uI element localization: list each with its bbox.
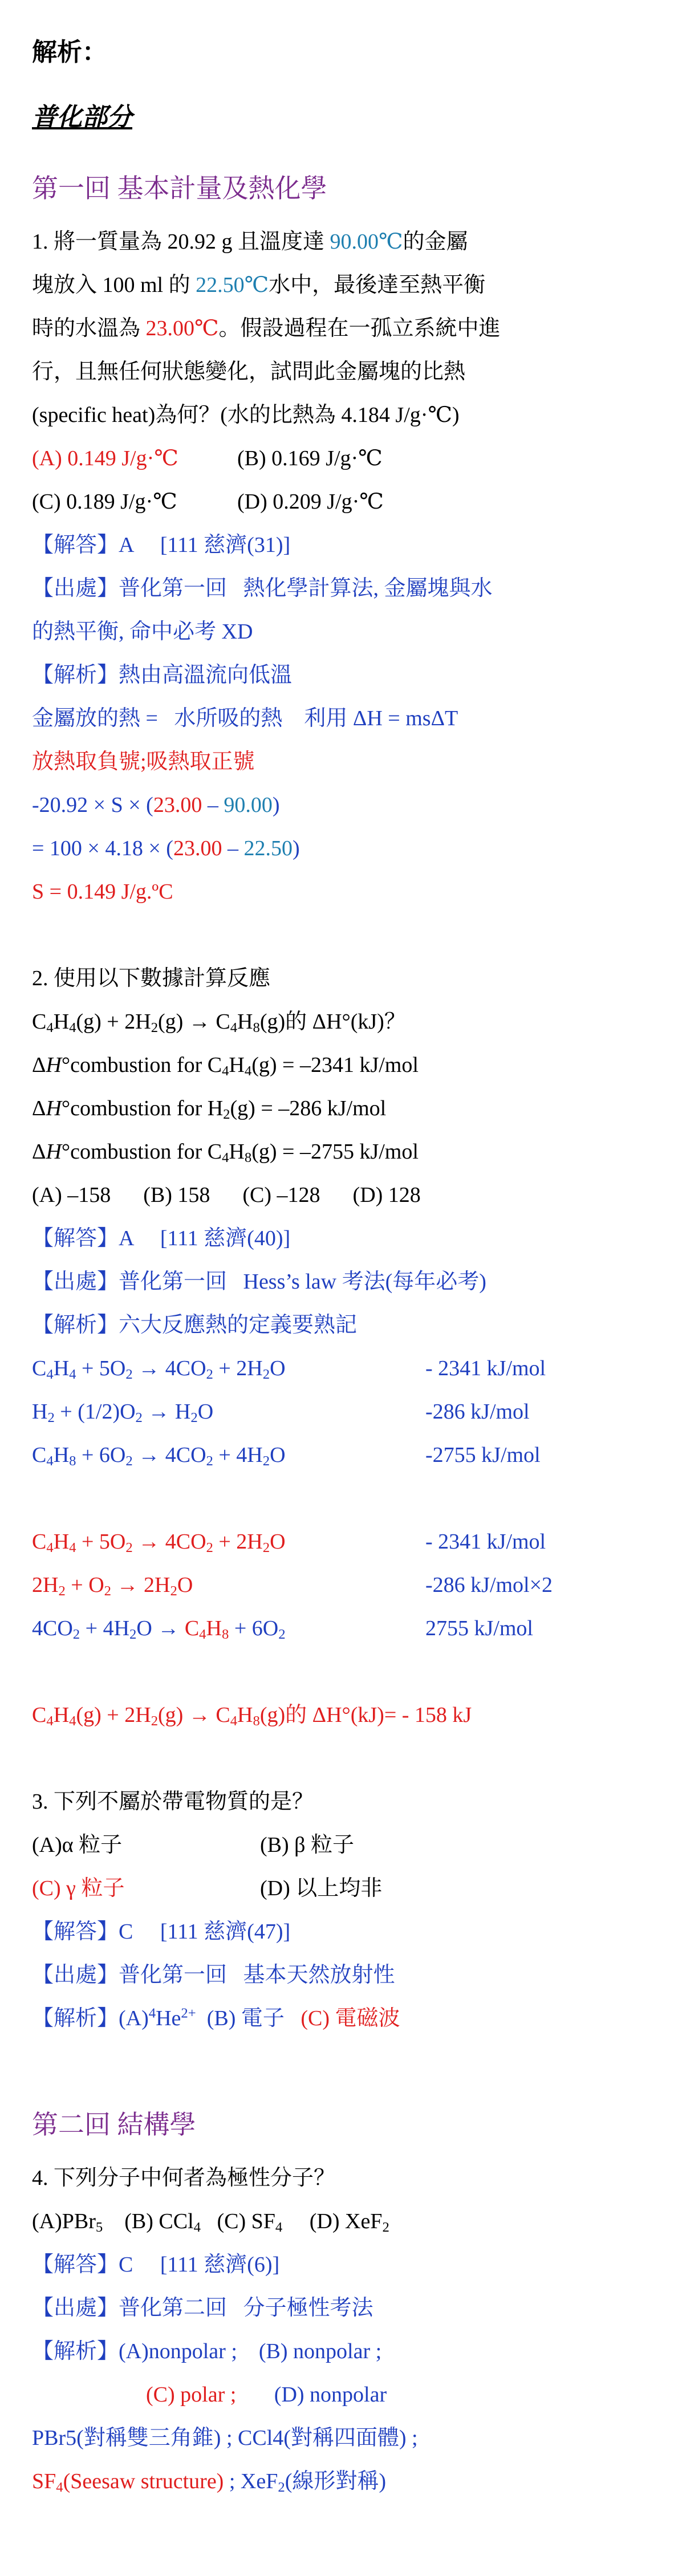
equation-row: $2H_2 + O_2 \to 2H_2O$ -286 kJ/mol×2 [32, 1573, 553, 1599]
source: 【出處】普化第二回 分子極性考法 [32, 2296, 373, 2320]
shape-note: $SF_4(Seesaw$ structure) ; XeF$_2$(線形對稱) [32, 2469, 386, 2496]
explanation: 放熱取負號;吸熱取正號 [32, 750, 255, 774]
chapter-title: 第二回 結構學 [32, 2110, 196, 2139]
option-c: (C) 0.189 J/g·℃ [32, 490, 177, 514]
question-1-line: 塊放入 100 ml 的 22.50℃水中，最後達至熱平衡 [32, 273, 486, 297]
equation-row: $C_4H_4 + 5O_2 \to 4CO_2 + 2H_2O - 2341$ kJ/mol [32, 1356, 546, 1383]
question-1-line: 1. 將一質量為 20.92 g 且溫度達 90.00℃的金屬 [32, 230, 468, 254]
options-row [32, 437, 648, 480]
options-row [32, 480, 648, 523]
equation-row: $C_4H_4 + 5O_2 \to 4CO_2 + 2H_2O - 2341$ kJ/mol [32, 1530, 546, 1556]
answer: 【解答】C [111 慈濟(6)] [32, 2253, 280, 2277]
equation-row: $C_4H_8 + 6O_2 \to 4CO_2 + 4H_2O$ -2755 kJ/mol [32, 1443, 541, 1469]
answer: 【解答】A [111 慈濟(40)] [32, 1226, 291, 1250]
explanation: (C) polar ; (D) nonpolar [146, 2383, 387, 2407]
final-result: $C_4H_4(g) + 2H_2(g) \to C_4H_8(g)$的 ΔH°(kJ)= - 158 kJ [32, 1703, 472, 1729]
equation-row: $4CO_2 + 4H_2O \to C_4H_8 + 6O_2$ 2755 kJ/mol [32, 1616, 533, 1643]
option-a: (A) 0.149 J/g·℃ [32, 446, 178, 470]
explanation: 【解析】(A)nonpolar ; (B) nonpolar ; [32, 2339, 382, 2363]
equation-row: $H_2 + (1/2)O_2 \to H_2O$ -286 kJ/mol [32, 1400, 530, 1426]
explanation: 【解析】熱由高溫流向低溫 [32, 663, 293, 687]
question-1-line: 時的水溫為 23.00℃。假設過程在一孤立系統中進 [32, 316, 501, 340]
answer: 【解答】A [111 慈濟(31)] [32, 533, 291, 557]
question-2-line: 2. 使用以下數據計算反應 [32, 966, 271, 990]
explanation: 【解析】六大反應熱的定義要熟記 [32, 1313, 358, 1337]
options-row [32, 1823, 648, 1867]
options-row [32, 1867, 648, 1910]
section-title: 普化部分 [32, 103, 132, 131]
source: 【出處】普化第一回 Hess’s law 考法(每年必考) [32, 1270, 486, 1294]
calculation: -20.92 × S × (23.00 – 90.00) [32, 793, 280, 817]
shape-note: PBr5(對稱雙三角錐) ; CCl4(對稱四面體) ; [32, 2426, 418, 2450]
chapter-title: 第一回 基本計量及熱化學 [32, 174, 327, 203]
options-row: (A)PBr$_5$ (B) CCl$_4$ (C) $SF_4$ (D) XeF$_2$ [32, 2209, 389, 2236]
answer: 【解答】C [111 慈濟(47)] [32, 1920, 291, 1944]
option-d: (D) 以上均非 [260, 1876, 383, 1900]
option-d: (D) 0.209 J/g·℃ [237, 490, 384, 514]
question-3-line: 3. 下列不屬於帶電物質的是？ [32, 1790, 314, 1814]
option-b: (B) β 粒子 [260, 1833, 354, 1857]
result: S = 0.149 J/g.ºC [32, 880, 173, 904]
explanation: 【解析】$(A)^4He^{2+}$ (B) 電子 (C) 電磁波 [32, 2005, 400, 2030]
question-4-line: 4. 下列分子中何者為極性分子？ [32, 2166, 336, 2190]
question-2-data: ΔH°combustion for $C_4H_8(g) = -2755$ kJ/mol [32, 1140, 419, 1166]
source: 【出處】普化第一回 基本天然放射性 [32, 1963, 395, 1987]
option-a: (A)α 粒子 [32, 1833, 123, 1857]
question-1-line: 行，且無任何狀態變化，試問此金屬塊的比熱 [32, 360, 466, 384]
options-row: (A) –158 (B) 158 (C) –128 (D) 128 [32, 1183, 421, 1207]
question-2-data: ΔH°combustion for $H_2(g) = -286$ kJ/mol [32, 1096, 387, 1123]
question-2-reaction: $C_4H_4(g) + 2H_2(g) \to C_4H_8(g)$的 ΔH°(kJ)？ [32, 1010, 406, 1036]
source: 【出處】普化第一回 熱化學計算法, 金屬塊與水 [32, 576, 493, 600]
option-b: (B) 0.169 J/g·℃ [237, 446, 383, 470]
source: 的熱平衡, 命中必考 XD [32, 620, 253, 644]
question-1-line: (specific heat)為何？(水的比熱為 4.184 J/g·℃) [32, 403, 460, 427]
option-c: (C) γ 粒子 [32, 1876, 125, 1900]
question-2-data: ΔH°combustion for $C_4H_4(g) = -2341$ kJ/mol [32, 1053, 419, 1079]
analysis-title: 解析： [32, 38, 107, 66]
explanation: 金屬放的熱 = 水所吸的熱 利用 ΔH = msΔT [32, 706, 458, 730]
calculation: = 100 × 4.18 × (23.00 – 22.50) [32, 836, 300, 860]
page-content [32, 29, 648, 2503]
